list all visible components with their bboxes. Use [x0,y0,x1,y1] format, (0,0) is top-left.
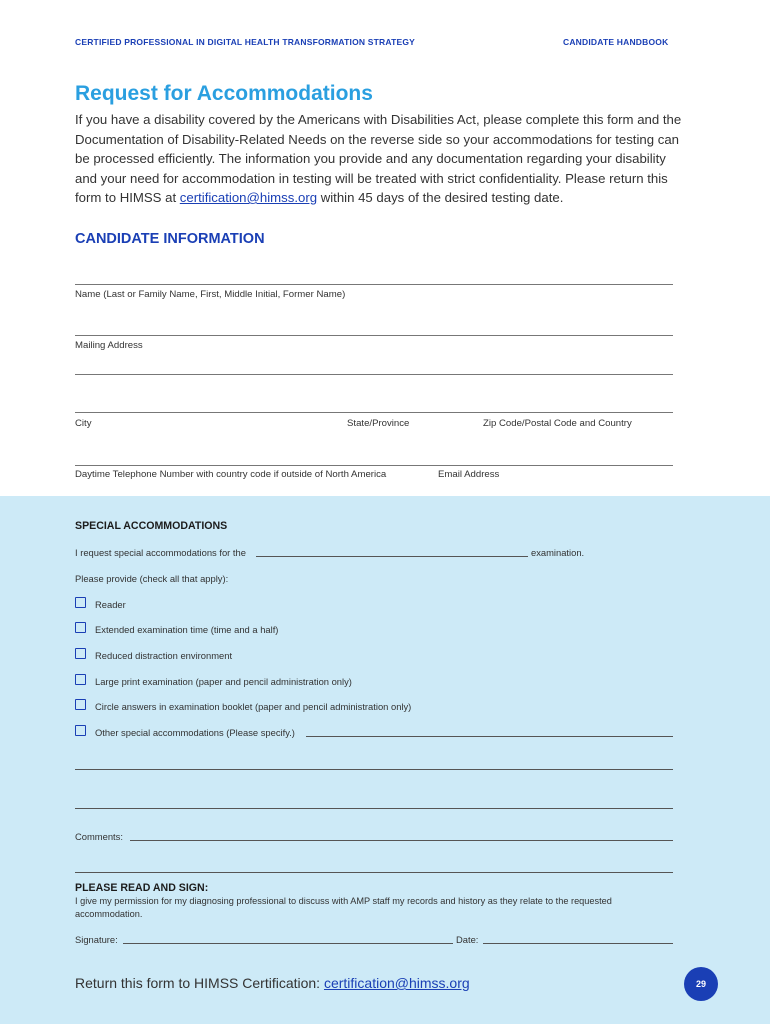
footer-email-link[interactable]: certification@himss.org [323,975,470,991]
mailing-address-field[interactable] [75,335,673,336]
email-label: Email Address [438,469,500,480]
name-field[interactable] [75,284,673,285]
intro-paragraph [75,110,685,208]
mailing-address-label: Mailing Address [75,340,143,351]
option-extended-time: Extended examination time (time and a half) [95,624,279,635]
other-specify-field[interactable] [306,736,673,737]
request-suffix: examination. [531,547,585,558]
intro-email-link[interactable]: certification@himss.org [179,190,318,205]
option-reader: Reader [95,599,126,610]
checkbox-extended-time[interactable] [75,622,86,633]
intro-text-1: If you have a disability covered by the Americans with Disabilities Act, please complete this form and the Documentation of Disability-Related Needs on the reverse side so your accommodations for testing can be processed efficiently. The information you provide and any documentation regarding your disability and your need for accommodation in testing will be treated with strict confidentiality. Please return this form to HIMSS at [75,112,682,205]
candidate-info-heading: CANDIDATE INFORMATION [75,231,265,247]
option-other: Other special accommodations (Please specify.) [95,727,295,738]
checkbox-circle-answers[interactable] [75,699,86,710]
checkbox-large-print[interactable] [75,674,86,685]
footer-text: Return this form to HIMSS Certification: [75,975,324,991]
comments-field-2[interactable] [75,872,673,873]
comments-field[interactable] [130,840,673,841]
permission-text: I give my permission for my diagnosing professional to discuss with AMP staff my records and history as they relate to the requested accommodation. [75,896,612,919]
option-large-print: Large print examination (paper and pencil administration only) [95,676,352,687]
date-label: Date: [456,934,479,945]
signature-label: Signature: [75,934,118,945]
city-label: City [75,418,92,429]
mailing-address-field-2[interactable] [75,374,673,375]
name-label: Name (Last or Family Name, First, Middle Initial, Former Name) [75,289,346,300]
request-prefix: I request special accommodations for the [75,547,246,558]
header-right: CANDIDATE HANDBOOK [563,37,669,47]
checkbox-reduced-distraction[interactable] [75,648,86,659]
phone-email-field[interactable] [75,465,673,466]
header-left: CERTIFIED PROFESSIONAL IN DIGITAL HEALTH TRANSFORMATION STRATEGY [75,37,416,47]
other-specify-field-3[interactable] [75,808,673,809]
other-specify-field-2[interactable] [75,769,673,770]
option-reduced-distraction: Reduced distraction environment [95,650,233,661]
page-number-badge: 29 [684,967,718,1001]
footer-return-text [75,975,470,991]
state-label: State/Province [347,418,410,429]
special-accommodations-heading: SPECIAL ACCOMMODATIONS [75,520,228,532]
checkbox-other[interactable] [75,725,86,736]
option-circle-answers: Circle answers in examination booklet (paper and pencil administration only) [95,701,412,712]
page-title: Request for Accommodations [75,82,373,105]
comments-label: Comments: [75,831,123,842]
read-and-sign-heading: PLEASE READ AND SIGN: [75,882,209,894]
city-state-zip-field[interactable] [75,412,673,413]
signature-field[interactable] [123,943,453,944]
checkbox-reader[interactable] [75,597,86,608]
provide-instruction: Please provide (check all that apply): [75,573,229,584]
phone-label: Daytime Telephone Number with country code if outside of North America [75,469,387,480]
date-field[interactable] [483,943,673,944]
intro-text-2: within 45 days of the desired testing date. [317,190,564,205]
zip-label: Zip Code/Postal Code and Country [483,418,632,429]
examination-name-field[interactable] [256,556,528,557]
